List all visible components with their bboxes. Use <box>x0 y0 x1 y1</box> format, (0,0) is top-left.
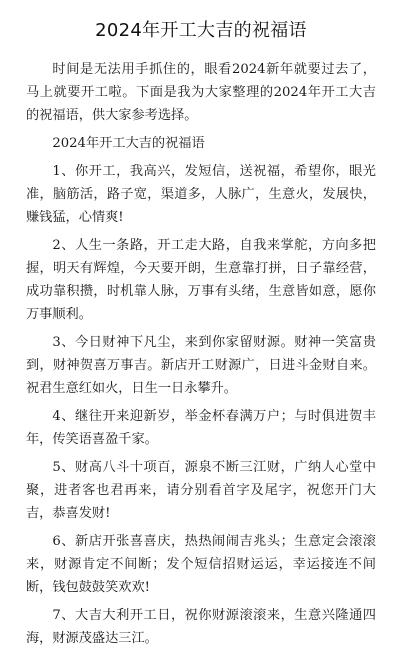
document-body <box>26 58 376 650</box>
document-title: 2024年开工大吉的祝福语 <box>95 20 307 41</box>
blessing-item-2: 2、人生一条路，开工走大路，自我来掌舵，方向多把握，明天有辉煌，今天要开朗，生意靠打拼，日子靠经营，成功靠积攒，时机靠人脉，万事有头绪，生意皆如意，愿你万事顺利。 <box>26 238 376 322</box>
blessing-item-7: 7、大吉大利开工日，祝你财源滚滚来，生意兴隆通四海，财源茂盛达三江。 <box>26 608 376 646</box>
intro-paragraph: 时间是无法用手抓住的，眼看2024新年就要过去了，马上就要开工啦。下面是我为大家整理的2024年开工大吉的祝福语，供大家参考选择。 <box>26 62 376 123</box>
blessing-item-1: 1、你开工，我高兴，发短信，送祝福，希望你，眼光准，脑筋活，路子宽，渠道多，人脉广，生意火，发展快，赚钱猛，心情爽! <box>26 164 376 225</box>
blessing-item-4: 4、继往开来迎新岁，举金杯春满万户；与时俱进贺丰年，传笑语喜盈千家。 <box>26 409 376 447</box>
blessing-item-3: 3、今日财神下凡尘，来到你家留财源。财神一笑富贵到，财神贺喜万事吉。新店开工财源广，日进斗金财自来。祝君生意红如火，日生一日永攀升。 <box>26 335 376 396</box>
blessing-item-6: 6、新店开张喜喜庆，热热闹闹吉兆头；生意定会滚滚来，财源肯定不间断；发个短信招财运运，幸运接连不间断，钱包鼓鼓笑欢欢! <box>26 534 376 595</box>
section-heading: 2024年开工大吉的祝福语 <box>52 136 205 151</box>
blessing-item-5: 5、财高八斗十项百，源泉不断三江财，广纳人心堂中聚，进者客也君再来，请分别看首字及尾字，祝您开门大吉，恭喜发财! <box>26 460 376 521</box>
